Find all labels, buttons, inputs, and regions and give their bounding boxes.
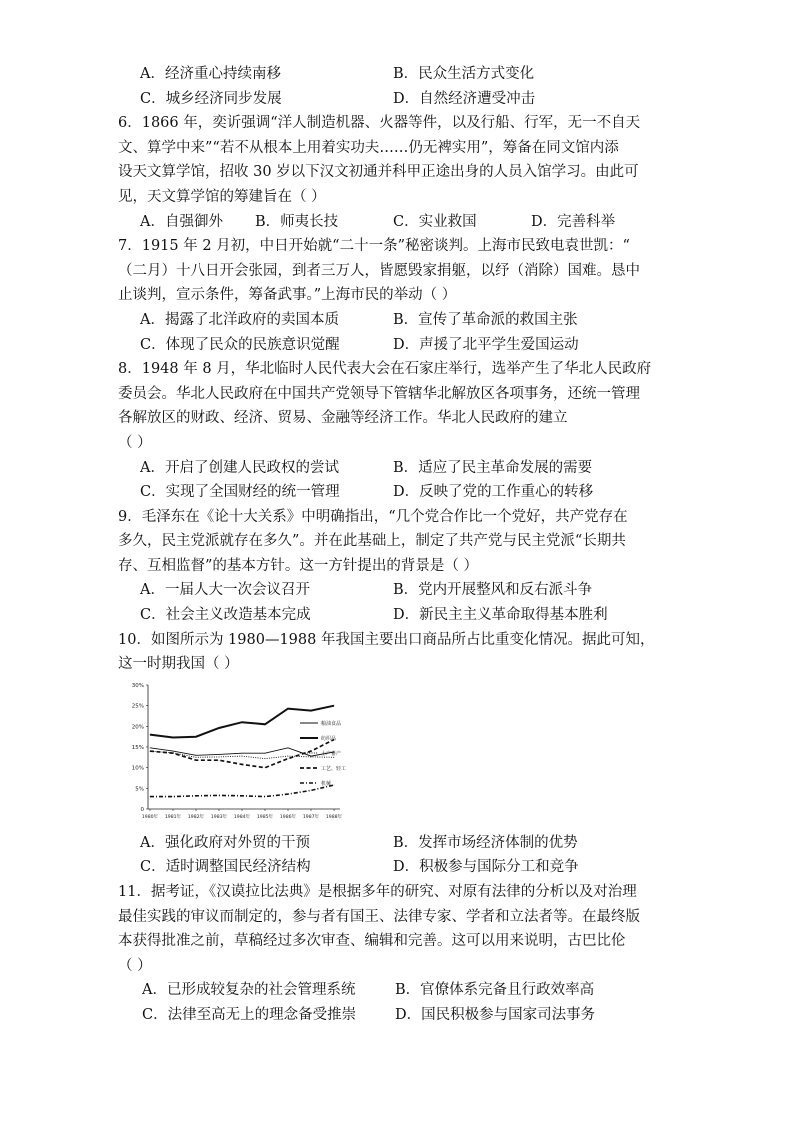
- data-point: [196, 755, 197, 756]
- q11-stem-line: 本获得批准之前，草稿经过多次审查、编辑和完善。这可以用来说明，古巴比伦: [118, 933, 626, 950]
- y-tick-label: 25%: [131, 703, 144, 710]
- data-point: [242, 795, 243, 796]
- data-point: [265, 724, 266, 725]
- q6-option-d[interactable]: D．完善科举: [531, 213, 616, 230]
- x-tick-label: 1987年: [302, 814, 320, 820]
- data-point: [265, 796, 266, 797]
- q5-option-d[interactable]: D．自然经济遭受冲击: [393, 90, 536, 107]
- data-point: [288, 758, 289, 759]
- y-tick-label: 0: [140, 806, 144, 813]
- q9-options-row-2: [118, 603, 678, 628]
- data-point: [150, 751, 151, 752]
- question-8: [118, 357, 678, 505]
- data-point: [219, 756, 220, 757]
- q9-option-d[interactable]: D．新民主主义革命取得基本胜利: [393, 607, 608, 624]
- y-tick-label: 10%: [131, 765, 144, 772]
- q11-option-b[interactable]: B．官僚体系完备且行政效率高: [395, 982, 595, 999]
- q8-option-c[interactable]: C．实现了全国财经的统一管理: [140, 484, 340, 501]
- q11-option-c[interactable]: C．法律至高无上的理念备受推崇: [142, 1007, 357, 1023]
- q8-option-a[interactable]: A．开启了创建人民政权的尝试: [140, 459, 339, 476]
- q5-options-row-2: [118, 87, 678, 112]
- x-tick-label: 1983年: [210, 814, 228, 820]
- x-tick-label: 1986年: [279, 814, 297, 820]
- x-tick-label: 1982年: [187, 814, 205, 820]
- q5-option-b[interactable]: B．民众生活方式变化: [393, 66, 535, 82]
- q11-option-a[interactable]: A．已形成较复杂的社会管理系统: [142, 982, 356, 999]
- q8-stem-line: 委员会。华北人民政府在中国共产党领导下管辖华北解放区各项事务，还统一管理: [118, 385, 640, 402]
- question-7: [118, 234, 678, 357]
- q10-options-row-1: [118, 831, 678, 856]
- export-share-chart: [118, 681, 358, 827]
- q11-options-row-1: [118, 978, 678, 1003]
- data-point: [242, 756, 243, 757]
- q10-option-a[interactable]: A．强化政府对外贸的干预: [140, 834, 310, 851]
- legend-label: 粮油食品: [321, 720, 342, 727]
- q9-stem-line: 存、互相监督”的基本方针。这一方针提出的背景是（ ）: [118, 557, 479, 574]
- q10-option-d[interactable]: D．积极参与国际分工和竞争: [393, 859, 579, 876]
- data-point: [311, 751, 312, 752]
- series-line: [150, 706, 334, 738]
- q9-stem-line: 多久，民主党派就存在多久”。并在此基础上，制定了共产党与民主党派“长期共: [118, 533, 626, 550]
- q9-option-c[interactable]: C．社会主义改造基本完成: [140, 607, 311, 624]
- q11-stem-line: （ ）: [118, 957, 152, 974]
- q10-stem-line: 这一时期我国（ ）: [118, 656, 239, 673]
- x-tick-label: 1981年: [164, 814, 182, 820]
- q5-options-row-1: [118, 62, 678, 87]
- y-tick-label: 20%: [131, 724, 144, 731]
- q8-options-row-2: [118, 480, 678, 505]
- data-point: [219, 760, 220, 761]
- q6-option-a[interactable]: A．自强御外: [140, 213, 223, 230]
- q11-option-d[interactable]: D．国民积极参与国家司法事务: [395, 1007, 596, 1023]
- q5-option-c[interactable]: C．城乡经济同步发展: [140, 90, 282, 107]
- q6-stem-line: 见，天文算学馆的筹建旨在（ ）: [118, 188, 326, 205]
- y-tick-label: 15%: [131, 744, 144, 751]
- q11-stem-line: 11．据考证，《汉谟拉比法典》是根据多年的研究、对原有法律的分析以及对治理: [118, 884, 637, 901]
- data-point: [196, 760, 197, 761]
- x-tick-label: 1984年: [233, 814, 251, 820]
- data-point: [288, 794, 289, 795]
- data-point: [196, 736, 197, 737]
- data-point: [334, 757, 335, 758]
- q11-stem-line: 最佳实践的审议而制定的，参与者有国王、法律专家、学者和立法者等。在最终版: [118, 908, 640, 925]
- data-point: [288, 747, 289, 748]
- x-tick-label: 1988年: [325, 814, 343, 820]
- q6-stem-line: 设天文算学馆，招收 30 岁以下汉文初通并科甲正途出身的人员入馆学习。由此可: [118, 164, 639, 181]
- q7-options-row-2: [118, 333, 678, 358]
- export-share-chart-svg: [118, 681, 358, 827]
- data-point: [311, 756, 312, 757]
- q7-option-d[interactable]: D．声援了北平学生爱国运动: [393, 336, 579, 353]
- data-point: [311, 710, 312, 711]
- q6-option-c[interactable]: C．实业救国: [393, 213, 477, 230]
- q10-option-b[interactable]: B．发挥市场经济体制的优势: [393, 834, 578, 851]
- data-point: [150, 734, 151, 735]
- q10-options-row-2: [118, 855, 678, 880]
- data-point: [311, 756, 312, 757]
- q7-option-a[interactable]: A．揭露了北洋政府的卖国本质: [140, 311, 339, 328]
- q7-options-row-1: [118, 308, 678, 333]
- q7-stem-line: 止谈判，宣示条件，筹备武事。”上海市民的举动（ ）: [118, 287, 457, 304]
- data-point: [219, 795, 220, 796]
- q8-stem-line: （ ）: [118, 434, 152, 451]
- data-point: [219, 728, 220, 729]
- q8-options-row-1: [118, 456, 678, 481]
- q9-options-row-1: [118, 578, 678, 603]
- data-point: [173, 751, 174, 752]
- data-point: [265, 767, 266, 768]
- q7-option-b[interactable]: B．宣传了革命派的救国主张: [393, 311, 578, 328]
- q7-stem-line: （二月）十八日开会张园，到者三万人，皆愿毁家捐躯，以纾（消除）国难。恳中: [118, 262, 640, 279]
- q10-option-c[interactable]: C．适时调整国民经济结构: [140, 859, 311, 876]
- q5-option-a[interactable]: A．经济重心持续南移: [140, 66, 281, 82]
- legend-label: 机械: [321, 780, 332, 787]
- legend-label: 工艺、轻工: [321, 765, 347, 772]
- q8-option-d[interactable]: D．反映了党的工作重心的转移: [393, 484, 594, 501]
- data-point: [334, 785, 335, 786]
- q7-option-c[interactable]: C．体现了民众的民族意识觉醒: [140, 336, 340, 353]
- q8-stem-line: 8．1948 年 8 月，华北临时人民代表大会在石家庄举行，选举产生了华北人民政府: [118, 361, 652, 378]
- data-point: [265, 753, 266, 754]
- data-point: [242, 722, 243, 723]
- data-point: [288, 756, 289, 757]
- q6-options-row: [118, 210, 678, 235]
- data-point: [150, 796, 151, 797]
- data-point: [196, 757, 197, 758]
- q8-stem-line: 各解放区的财政、经济、贸易、金融等经济工作。华北人民政府的建立: [118, 410, 568, 427]
- legend-label: 纺织品: [321, 735, 337, 742]
- q6-stem-line: 6．1866 年，奕䜣强调“洋人制造机器、火器等件，以及行船、行军，无一不自天: [118, 115, 641, 132]
- q6-stem-line: 文、算学中来”“若不从根本上用着实功夫……仍无裨实用”，筹备在同文馆内添: [118, 139, 619, 156]
- exam-page: [118, 62, 678, 1028]
- data-point: [173, 737, 174, 738]
- q8-option-b[interactable]: B．适应了民主革命发展的需要: [393, 459, 593, 476]
- data-point: [242, 753, 243, 754]
- data-point: [150, 747, 151, 748]
- q9-option-b[interactable]: B．党内开展整风和反右派斗争: [393, 582, 593, 599]
- q10-stem-line: 10．如图所示为 1980—1988 年我国主要出口商品所占比重变化情况。据此可知，: [118, 631, 655, 648]
- data-point: [311, 790, 312, 791]
- question-9: [118, 505, 678, 628]
- question-11: [118, 880, 678, 1028]
- data-point: [265, 758, 266, 759]
- y-tick-label: 30%: [131, 682, 144, 689]
- q7-stem-line: 7．1915 年 2 月初，中日开始就“二十一条”秘密谈判。上海市民致电袁世凯：“: [118, 238, 630, 255]
- question-6: [118, 111, 678, 234]
- series-line: [150, 785, 334, 797]
- x-tick-label: 1985年: [256, 814, 274, 820]
- q11-options-row-2: [118, 1003, 678, 1028]
- legend-label: 土产畜产: [321, 750, 342, 757]
- data-point: [173, 796, 174, 797]
- data-point: [242, 764, 243, 765]
- x-tick-label: 1980年: [141, 814, 159, 820]
- question-10: [118, 628, 678, 880]
- data-point: [334, 705, 335, 706]
- data-point: [173, 753, 174, 754]
- q9-option-a[interactable]: A．一届人大一次会议召开: [140, 582, 310, 599]
- q9-stem-line: 9．毛泽东在《论十大关系》中明确指出，“几个党合作比一个党好，共产党存在: [118, 508, 628, 525]
- data-point: [219, 754, 220, 755]
- data-point: [288, 708, 289, 709]
- data-point: [196, 795, 197, 796]
- data-point: [334, 739, 335, 740]
- q6-option-b[interactable]: B．师夷长技: [255, 213, 339, 230]
- y-tick-label: 5%: [135, 786, 144, 793]
